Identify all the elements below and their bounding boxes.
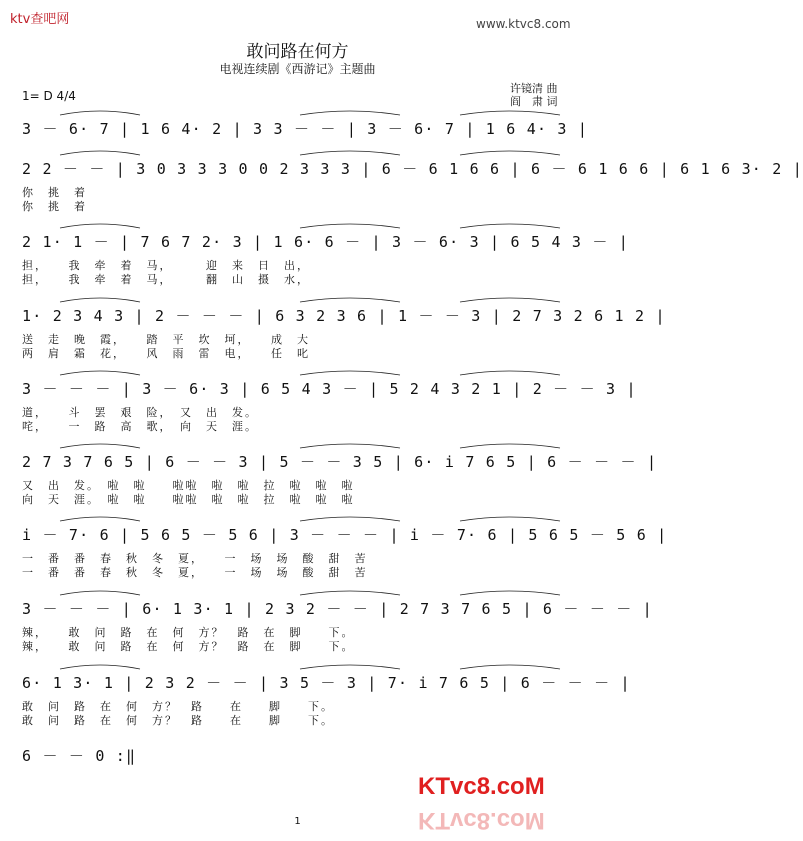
score-line-notes: 2 2 － － | 3 0 3 3 3 0 0 2 3 3 3 | 6 － 6 1 6 6 | 6 － 6 1 6 6 | 6 1 6 3· 2 | bbox=[22, 160, 803, 178]
slur-arc bbox=[460, 111, 560, 115]
score-line-notes: 3 － － － | 3 － 6· 3 | 6 5 4 3 － | 5 2 4 3 2 1 | 2 － － 3 | bbox=[22, 380, 637, 398]
score-line-lyric: 敢 问 路 在 何 方？ 路 在 脚 下。 bbox=[22, 714, 334, 727]
score-line-notes: 1· 2 3 4 3 | 2 － － － | 6 3 2 3 6 | 1 － － 3 | 2 7 3 2 6 1 2 | bbox=[22, 307, 666, 325]
slur-arc bbox=[300, 224, 400, 228]
song-subtitle: 电视连续剧《西游记》主题曲 bbox=[219, 62, 376, 76]
score-line-lyric: 两 肩 霜 花， 风 雨 雷 电， 任 叱 bbox=[22, 347, 310, 360]
slur-arc bbox=[460, 665, 560, 669]
score-line-lyric: 辣， 敢 问 路 在 何 方？ 路 在 脚 下。 bbox=[22, 640, 355, 653]
slur-arc bbox=[460, 591, 560, 595]
score-line-lyric: 送 走 晚 霞， 踏 平 坎 坷， 成 大 bbox=[22, 333, 310, 346]
song-title: 敢问路在何方 bbox=[246, 42, 349, 62]
slur-arc bbox=[300, 665, 400, 669]
score-line-notes: i － 7· 6 | 5 6 5 － 5 6 | 3 － － － | i － 7· 6 | 5 6 5 － 5 6 | bbox=[22, 526, 668, 544]
score-line-lyric: 辣， 敢 问 路 在 何 方？ 路 在 脚 下。 bbox=[22, 626, 355, 639]
score-line-lyric: 咤， 一 路 高 歌， 向 天 涯。 bbox=[22, 420, 258, 433]
score-line-lyric: 一 番 番 春 秋 冬 夏， 一 场 场 酸 甜 苦 bbox=[22, 566, 368, 579]
score-line-notes: 6 － － 0 :‖ bbox=[22, 747, 137, 765]
slur-arc bbox=[460, 151, 560, 155]
slur-arc bbox=[60, 591, 140, 595]
lyricist-credit: 阎 肃 词 bbox=[510, 95, 558, 108]
slur-arc bbox=[60, 224, 140, 228]
slur-arc bbox=[60, 444, 140, 448]
slur-arc bbox=[300, 371, 400, 375]
slur-arc bbox=[300, 517, 400, 521]
slur-arc bbox=[300, 151, 400, 155]
score-line-lyric: 你 挑 着 bbox=[22, 186, 87, 199]
score-line-notes: 3 － － － | 6· 1 3· 1 | 2 3 2 － － | 2 7 3 7 6 5 | 6 － － － | bbox=[22, 600, 653, 618]
score-line-lyric: 担， 我 牵 着 马， 翻 山 摄 水， bbox=[22, 273, 310, 286]
slur-arc bbox=[300, 591, 400, 595]
slur-arc bbox=[300, 444, 400, 448]
score-line-lyric: 道， 斗 罢 艰 险， 又 出 发。 bbox=[22, 406, 258, 419]
score-line-lyric: 敢 问 路 在 何 方？ 路 在 脚 下。 bbox=[22, 700, 334, 713]
slur-arc bbox=[460, 517, 560, 521]
score-line-lyric: 你 挑 着 bbox=[22, 200, 87, 213]
slur-arc bbox=[60, 517, 140, 521]
site-name-left: ktv查吧网 bbox=[10, 12, 70, 27]
page-number: 1 bbox=[294, 816, 301, 827]
score-line-lyric: 一 番 番 春 秋 冬 夏， 一 场 场 酸 甜 苦 bbox=[22, 552, 368, 565]
ktv-logo: KTvc8.coM bbox=[418, 773, 545, 800]
score-line-notes: 6· 1 3· 1 | 2 3 2 － － | 3 5 － 3 | 7· i 7 6 5 | 6 － － － | bbox=[22, 674, 631, 692]
slur-arc bbox=[60, 111, 140, 115]
score-line-notes: 3 － 6· 7 | 1 6 4· 2 | 3 3 － － | 3 － 6· 7 | 1 6 4· 3 | bbox=[22, 120, 589, 138]
score-line-notes: 2 7 3 7 6 5 | 6 － － 3 | 5 － － 3 5 | 6· i 7 6 5 | 6 － － － | bbox=[22, 453, 658, 471]
score-line-notes: 2 1· 1 － | 7 6 7 2· 3 | 1 6· 6 － | 3 － 6· 3 | 6 5 4 3 － | bbox=[22, 233, 630, 251]
composer-credit: 许镜清 曲 bbox=[510, 82, 558, 95]
slur-arc bbox=[460, 371, 560, 375]
slur-arc bbox=[300, 111, 400, 115]
score-line-lyric: 又 出 发。 啦 啦 啦啦 啦 啦 拉 啦 啦 啦 bbox=[22, 479, 355, 492]
slur-arc bbox=[460, 298, 560, 302]
slur-arc bbox=[60, 371, 140, 375]
slur-arc bbox=[60, 665, 140, 669]
slur-arc bbox=[60, 151, 140, 155]
site-url-right: www.ktvc8.com bbox=[476, 17, 571, 31]
slur-arc bbox=[300, 298, 400, 302]
slur-arc bbox=[460, 444, 560, 448]
slur-arc bbox=[460, 224, 560, 228]
score-line-lyric: 向 天 涯。 啦 啦 啦啦 啦 啦 拉 啦 啦 啦 bbox=[22, 493, 355, 506]
slur-arc bbox=[60, 298, 140, 302]
score-line-lyric: 担， 我 牵 着 马， 迎 来 日 出， bbox=[22, 259, 310, 272]
key-signature: 1= D 4/4 bbox=[22, 89, 76, 103]
ktv-logo-reflection: KTvc8.coM bbox=[418, 807, 545, 834]
